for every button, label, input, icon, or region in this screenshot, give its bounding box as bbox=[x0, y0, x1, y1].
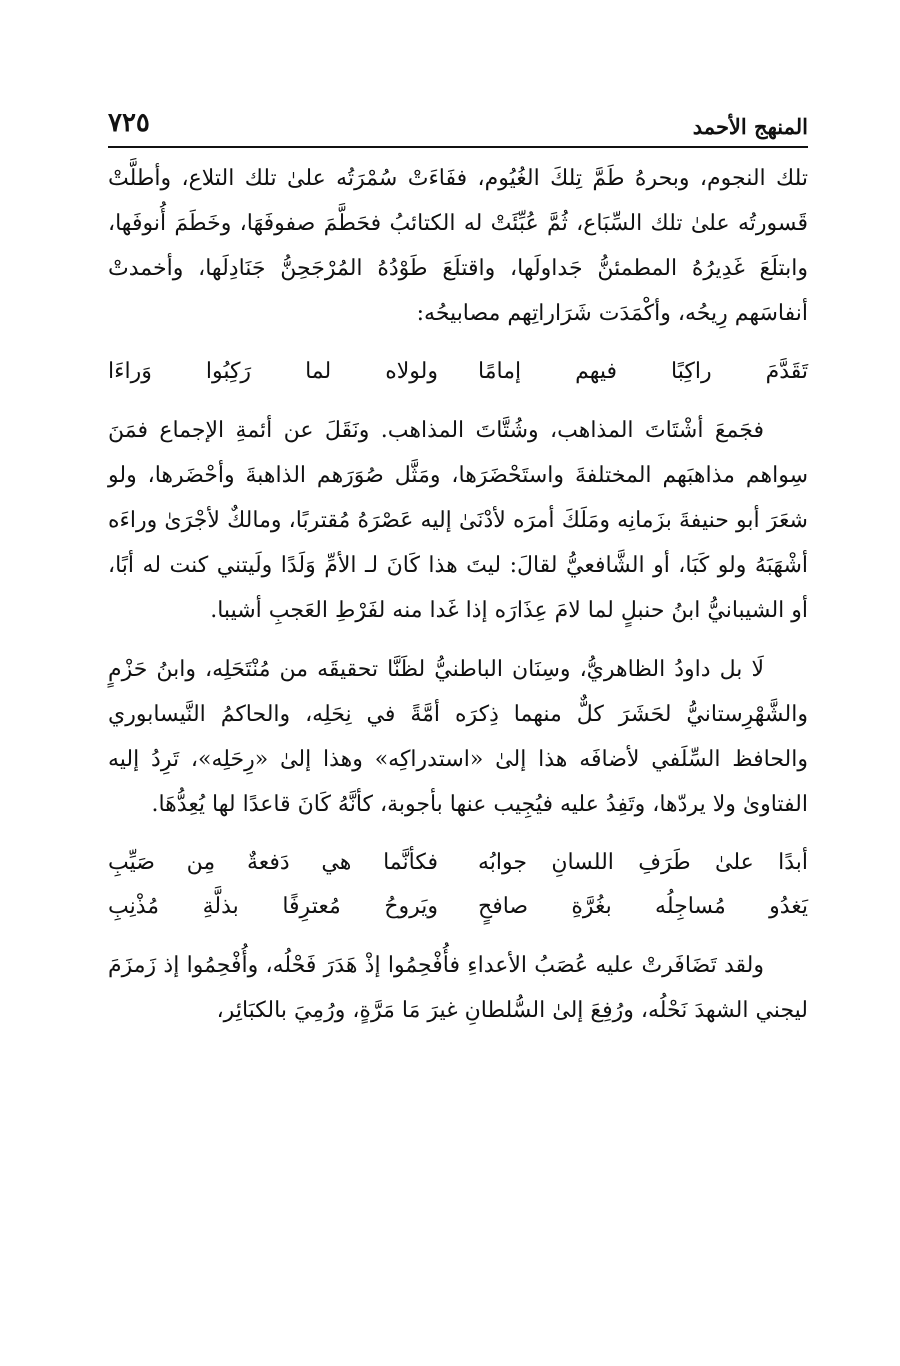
spacer bbox=[108, 827, 808, 841]
spacer bbox=[108, 929, 808, 943]
verse-line-2 bbox=[108, 841, 808, 885]
verse-2-hemistich-right: أبدًا علىٰ طَرَفِ اللسانِ جوابُه bbox=[478, 850, 808, 875]
paragraph-1: تلك النجوم، وبحرهُ طَمَّ تِلكَ الغُيُوم، ففَاءَتْ سُمْرَتُه علىٰ تلك التلاع، وأطلَّتْ قَسورتُه علىٰ تلك السِّبَاع، ثُمَّ عُبِّئَتْ له الكتائبُ فحَطَّمَ صفوفَهَا، وخَطَمَ أُنوفَها، وابتلَعَ غَدِيرُهُ المطمئنُّ جَداولَها، واقتلَعَ طَوْدُهُ المُرْجَحِنُّ جَنَادِلَها، وأخمدتْ أنفاسَهم رِيحُه، وأكْمَدَت شَرَاراتِهم مصابيحُه: bbox=[108, 166, 808, 326]
spacer bbox=[108, 336, 808, 350]
verse-3-hemistich-left: ويَروحُ مُعترِفًا بذلَّةِ مُذْنِبِ bbox=[108, 894, 438, 919]
header-rule bbox=[108, 146, 808, 148]
page-number: ٧٢٥ bbox=[108, 108, 150, 138]
verse-line-1 bbox=[108, 350, 808, 394]
paragraph-4: ولقد تَضَافَرتْ عليه عُصَبُ الأعداءِ فأُفْحِمُوا إذْ هَدَرَ فَحْلُه، وأُفْحِمُوا إذ زَمزَمَ ليجني الشهدَ نَحْلُه، ورُفِعَ إلىٰ السُّلطانِ غيرَ مَا مَرَّةٍ، ورُمِيَ بالكبَائِر، bbox=[108, 953, 808, 1023]
running-title: المنهج الأحمد bbox=[692, 114, 808, 139]
verse-1-hemistich-left: ولولاه لما رَكِبُوا وَراءَا bbox=[108, 359, 438, 384]
paragraph-2: فجَمعَ أشْتَاتَ المذاهب، وشُتَّاتَ المذاهب. ونَقَلَ عن أئمةِ الإجماع فمَنَ سِواهم مذاهبَهم المختلفةَ واستَحْضَرَها، ومَثَّل صُوَرَهم الذاهبةَ وأحْضَرها، ولو شعَرَ أبو حنيفةَ بزَمانِه ومَلَكَ أمرَه لأدْنَىٰ إليه عَصْرَهُ مُقتربًا، ومالكٌ لأجْرَىٰ وراءَه أشْهَبَهُ ولو كَبَا، أو الشَّافعيُّ لقالَ: ليتَ هذا كَانَ لـ الأمِّ وَلَدًا ولَيتني كنت له أبًا، أو الشيبانيُّ ابنُ حنبلٍ لما لامَ عِذَارَه إذا غَدا منه لفَرْطِ العَجبِ أشيبا. bbox=[108, 418, 808, 623]
spacer bbox=[108, 394, 808, 408]
spacer bbox=[108, 633, 808, 647]
verse-1-hemistich-right: تَقَدَّمَ راكِبًا فيهم إمامًا bbox=[478, 359, 808, 384]
page-header bbox=[108, 108, 808, 144]
verse-2-hemistich-left: فكأنَّما هي دَفعةٌ مِن صَيِّبِ bbox=[108, 850, 438, 875]
verse-line-3 bbox=[108, 885, 808, 929]
paragraph-3: لَا بل داودُ الظاهريُّ، وسِنَان الباطنيُّ لظَنَّا تحقيقَه من مُنْتَحَلِه، وابنُ حَزْمٍ والشَّهْرِستانيُّ لحَشَرَ كلٌّ منهما ذِكرَه أمَّةً في نِحَلِه، والحاكمُ النَّيسابوري والحافظ السِّلَفي لأضافَه هذا إلىٰ «استدراكِه» وهذا إلىٰ «رِحَلِه»، تَرِدُ إليه الفتاوىٰ ولا يردّها، وتَفِدُ عليه فيُجِيب عنها بأجوبة، كأنَّهُ كَانَ قاعدًا لها يُعِدُّهَا. bbox=[108, 657, 808, 817]
book-page bbox=[108, 108, 808, 1258]
verse-3-hemistich-right: يَغدُو مُساجِلُه بغُرَّةِ صافحٍ bbox=[478, 894, 808, 919]
page-body bbox=[108, 156, 808, 1033]
